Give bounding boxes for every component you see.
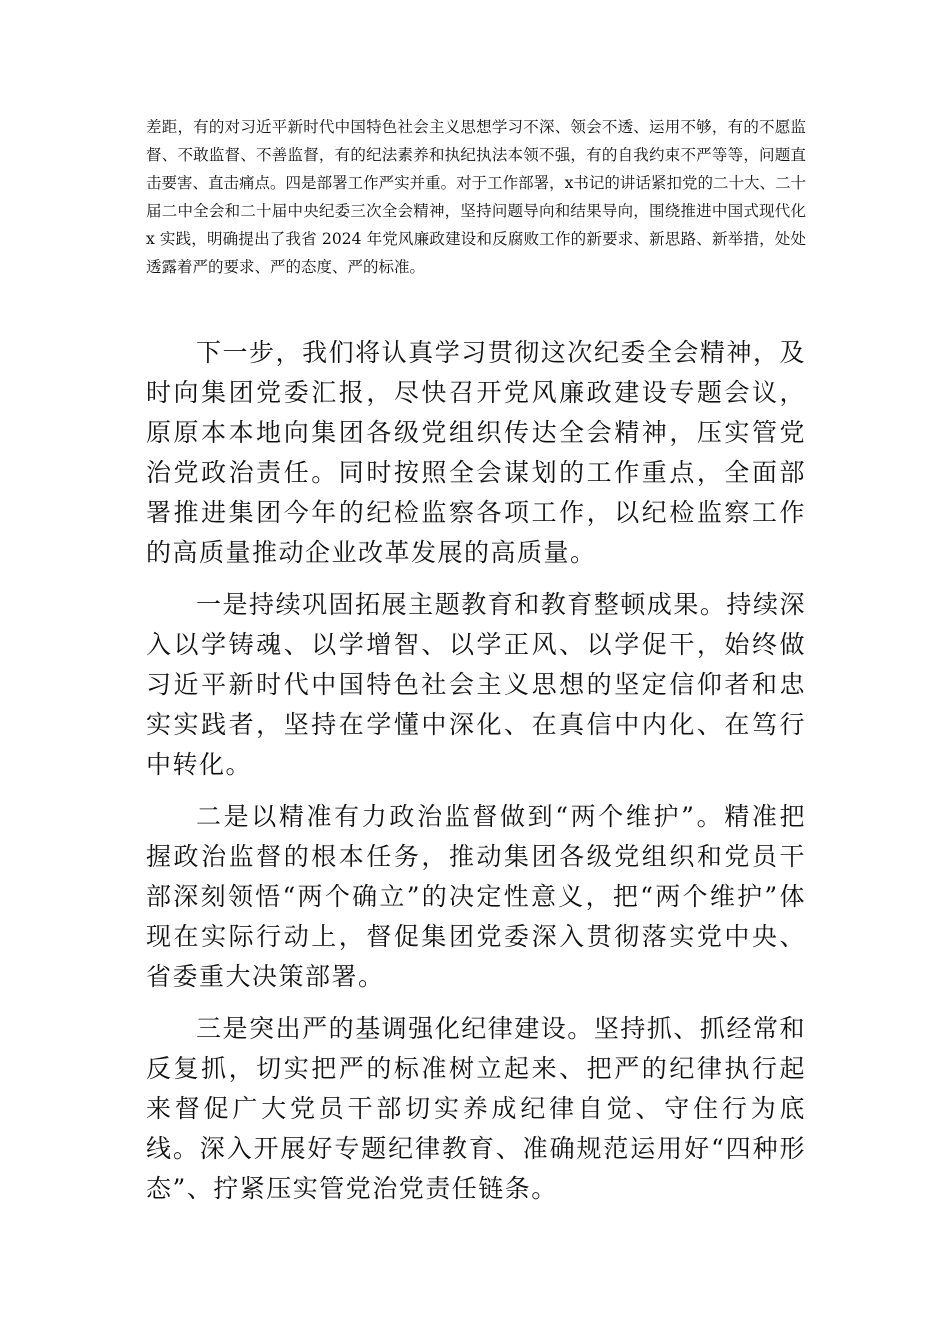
paragraph-point-two: 二是以精准有力政治监督做到“两个维护”。精准把握政治监督的根本任务，推动集团各级党组织和党员干部深刻领悟“两个确立”的决定性意义，把“两个维护”体现在实际行动上，督促集团党委深入贯彻落实党中央、省委重大决策部署。 bbox=[146, 802, 806, 991]
paragraph-point-one: 一是持续巩固拓展主题教育和教育整顿成果。持续深入以学铸魂、以学增智、以学正风、以学促干，始终做习近平新时代中国特色社会主义思想的坚定信仰者和忠实实践者，坚持在学懂中深化、在真信中内化、在笃行中转化。 bbox=[146, 590, 806, 779]
intro-paragraph: 差距，有的对习近平新时代中国特色社会主义思想学习不深、领会不透、运用不够，有的不愿监督、不敢监督、不善监督，有的纪法素养和执纪执法本领不强，有的自我约束不严等等，问题直击要害、直击痛点。四是部署工作严实并重。对于工作部署，x书记的讲话紧扣党的二十大、二十届二中全会和二十届中央纪委三次全会精神，坚持问题导向和结果导向，围绕推进中国式现代化 x 实践，明确提出了我省 2024 年党风廉政建设和反腐败工作的新要求、新思路、新举措，处处透露着严的要求、严的态度、严的标准。 bbox=[146, 118, 806, 276]
document-body bbox=[146, 333, 806, 1221]
paragraph-next-steps: 下一步，我们将认真学习贯彻这次纪委全会精神，及时向集团党委汇报，尽快召开党风廉政建设专题会议，原原本本地向集团各级党组织传达全会精神，压实管党治党政治责任。同时按照全会谋划的工作重点，全面部署推进集团今年的纪检监察各项工作，以纪检监察工作的高质量推动企业改革发展的高质量。 bbox=[146, 338, 806, 567]
paragraph-point-three: 三是突出严的基调强化纪律建设。坚持抓、抓经常和反复抓，切实把严的标准树立起来、把严的纪律执行起来督促广大党员干部切实养成纪律自觉、守住行为底线。深入开展好专题纪律教育、准确规范运用好“四种形态”、拧紧压实管党治党责任链条。 bbox=[146, 1014, 806, 1203]
